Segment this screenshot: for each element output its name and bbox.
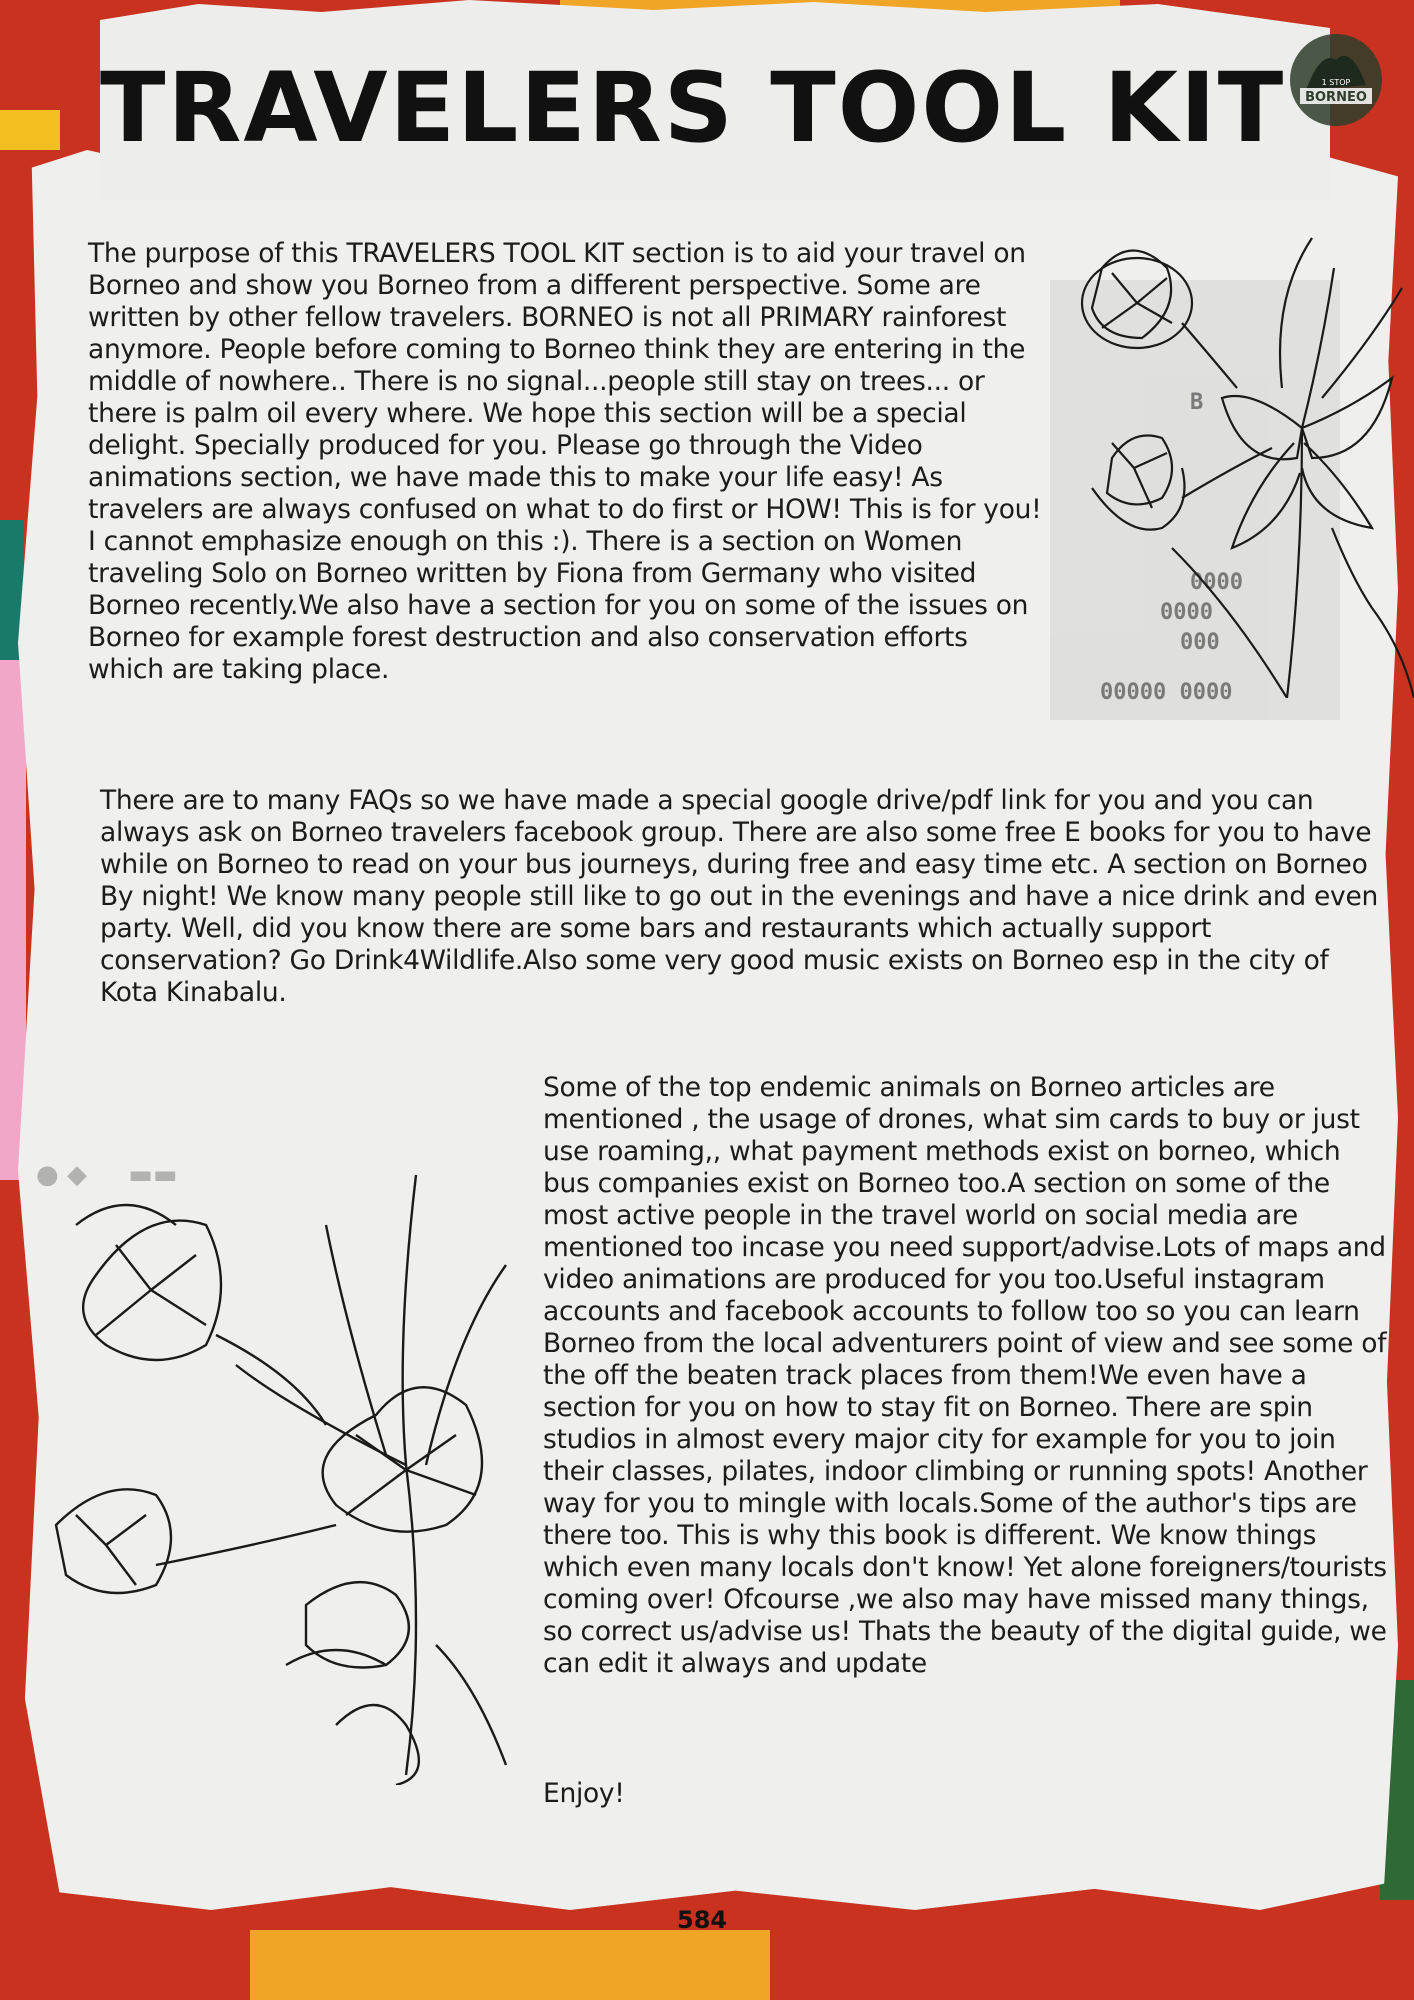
faded-ticket-stamp: B 0000 0000 000 00000 0000 <box>1050 280 1340 720</box>
bg-yellow-bottom <box>250 1930 770 2000</box>
brand-logo <box>1286 30 1386 130</box>
topics-paragraph: Some of the top endemic animals on Borneo articles are mentioned , the usage of drones, what sim cards to buy or just use roaming,, what payment methods exist on borneo, which bus companies exist on Borneo too.A section on some of the most active people in the travel world on social media are mentioned too incase you need support/advise.Lots of maps and video animations are produced for you too.Useful instagram accounts and facebook accounts to follow too so you can learn Borneo from the local adventurers point of view and see some of the off the beaten track places from them!We even have a section for you on how to stay fit on Borneo. There are spin studios in almost every major city for example for you to join their classes, pilates, indoor climbing or running spots! Another way for you to mingle with locals.Some of the author's tips are there too. This is why this book is different. We know things which even many locals don't know! Yet alone foreigners/tourists coming over! Ofcourse ,we also may have missed many things, so correct us/advise us! Thats the beauty of the digital guide, we can edit it always and update <box>543 1072 1387 1679</box>
faded-icons: ● ◆ ▬▬ <box>36 1160 178 1190</box>
lily-illustration-bottom-left <box>36 1165 536 1785</box>
page-number: 584 <box>677 1906 728 1934</box>
lily-illustration-top-right <box>1072 228 1414 698</box>
bg-yellow-stripe <box>0 110 60 150</box>
svg-text:BORNEO: BORNEO <box>1305 90 1367 105</box>
faqs-paragraph: There are to many FAQs so we have made a special google drive/pdf link for you and you can always ask on Borneo travelers facebook group. There are also some free E books for you to have while on Borneo to read on your bus journeys, during free and easy time etc. A section on Borneo By night! We know many people still like to go out in the evenings and have a nice drink and even party. Well, did you know there are some bars and restaurants which actually support conservation? Go Drink4Wildlife.Also some very good music exists on Borneo esp in the city of Kota Kinabalu. <box>100 785 1378 1008</box>
intro-paragraph: The purpose of this TRAVELERS TOOL KIT section is to aid your travel on Borneo and show you Borneo from a different perspective. Some are written by other fellow travelers. BORNEO is not all PRIMARY rainforest anymore. People before coming to Borneo think they are entering in the middle of nowhere.. There is no signal...people still stay on trees... or there is palm oil every where. We hope this section will be a special delight. Specially produced for you. Please go through the Video animations section, we have made this to make your life easy! As travelers are always confused on what to do first or HOW! This is for you! I cannot emphasize enough on this :). There is a section on Women traveling Solo on Borneo written by Fiona from Germany who visited Borneo recently.We also have a section for you on some of the issues on Borneo for example forest destruction and also conservation efforts which are taking place. <box>88 238 1042 685</box>
page-title: TRAVELERS TOOL KIT <box>100 52 1286 164</box>
svg-text:1 STOP: 1 STOP <box>1321 78 1351 87</box>
closing-text: Enjoy! <box>543 1778 625 1809</box>
